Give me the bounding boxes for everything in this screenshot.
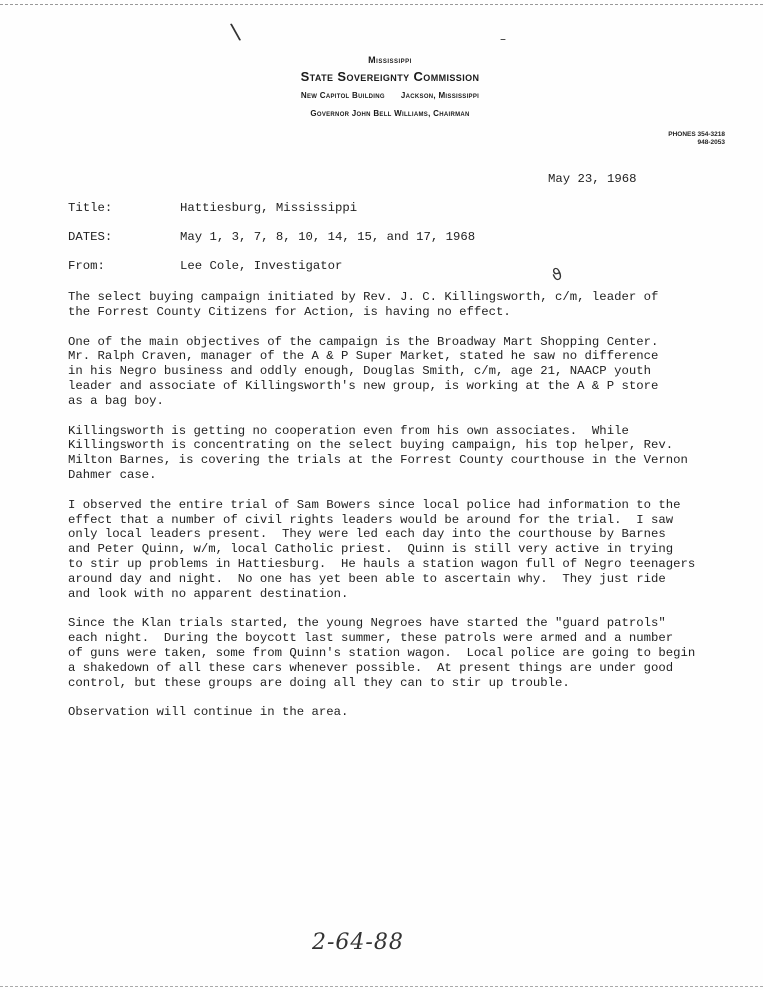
memo-date: May 23, 1968 [548,172,637,186]
handwritten-initial-mark: ϑ [549,263,565,286]
from-field [68,259,342,273]
title-field [68,201,357,215]
letterhead-commission: State Sovereignty Commission [300,69,480,84]
from-value: Lee Cole, Investigator [180,259,343,273]
letterhead-governor: Governor John Bell Williams, Chairman [310,109,470,118]
letterhead-address [180,91,600,100]
title-value: Hattiesburg, Mississippi [180,201,358,215]
paragraph-observation: Observation will continue in the area. [68,705,349,720]
memo-body [68,290,718,735]
handwritten-check-mark: \ [229,19,242,46]
letterhead-building: New Capitol Building [300,91,385,100]
phone-secondary: 948-2053 [697,139,725,146]
dates-value: May 1, 3, 7, 8, 10, 14, 15, and 17, 1968 [180,230,476,244]
phone-primary: PHONES 354-3218 [668,131,725,138]
paragraph-trial: I observed the entire trial of Sam Bowers since local police had information to the effect that a number of civil rights leaders would be around for the trial. I saw only local leaders present. They were led each day into the courthouse by Barnes and Peter Quinn, w/m, local Catholic priest. Quinn is still very active in trying to stir up problems in Hattiesburg. He hauls a station wagon full of Negro teenagers around day and night. No one has yet been able to ascertain why. They just ride and look with no apparent destination. [68,497,696,601]
letterhead-state: Mississippi [368,55,412,65]
dates-field [68,230,475,244]
top-edge-line [0,4,763,5]
dates-label: DATES: [68,230,113,244]
paragraph-shopping-center: One of the main objectives of the campaign is the Broadway Mart Shopping Center. Mr. Ralph Craven, manager of the A & P Super Market, stated he saw no difference in his Negro business and oddly enough, Douglas Smith, c/m, age 21, NAACP youth leader and associate of Killingsworth's new group, is working at the A & P store as a bag boy. [68,334,659,408]
paragraph-campaign: The select buying campaign initiated by Rev. J. C. Killingsworth, c/m, leader of the Forrest County Citizens for Action, is having no effect. [68,290,659,319]
letterhead-phones [668,131,725,147]
paragraph-patrols: Since the Klan trials started, the young Negroes have started the "guard patrols" each night. During the boycott last summer, these patrols were armed and a number of guns were taken, some from Quinn's station wagon. Local police are going to begin a shakedown of all these cars whenever possible. At present things are under good control, but these groups are doing all they can to stir up trouble. [68,616,696,690]
handwritten-dash-mark: – [500,32,506,46]
bottom-edge-line [0,986,763,987]
handwritten-document-number: 2-64-88 [312,930,404,955]
paragraph-cooperation: Killingsworth is getting no cooperation even from his own associates. While Killingsworth is concentrating on the select buying campaign, his top helper, Rev. Milton Barnes, is covering the trials at the Forrest County courthouse in the Vernon Dahmer case. [68,423,688,482]
from-label: From: [68,259,105,273]
title-label: Title: [68,201,113,215]
letterhead-city: Jackson, Mississippi [400,91,480,100]
